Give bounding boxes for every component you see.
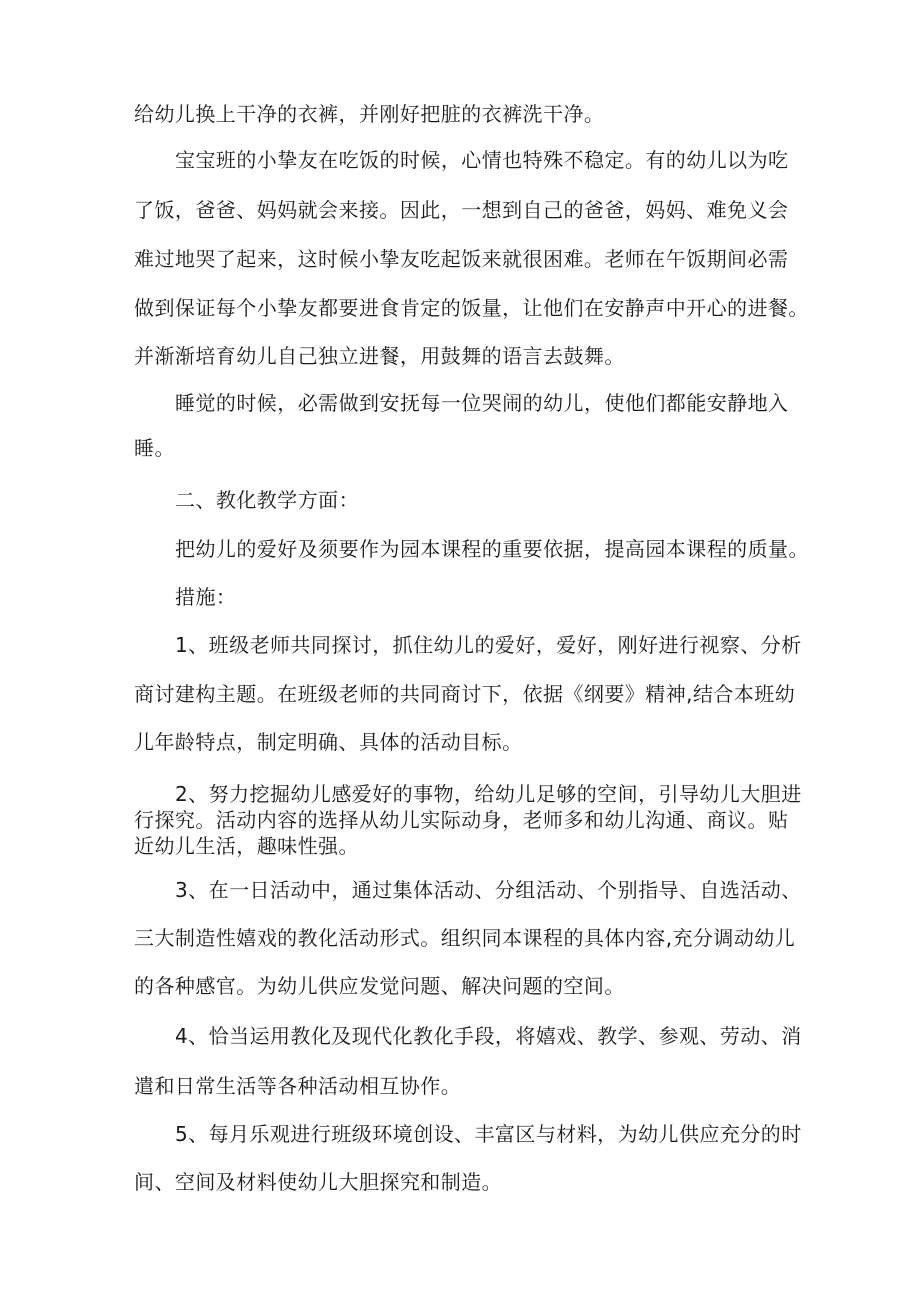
list-item-line: 间、空间及材料使幼儿大胆探究和制造。: [134, 1170, 503, 1194]
paragraph-line: 措施：: [175, 585, 237, 609]
list-item-line: 4、恰当运用教化及现代化教化手段，将嬉戏、教学、参观、劳动、消: [175, 1024, 802, 1048]
paragraph-line: 难过地哭了起来，这时候小挚友吃起饭来就很困难。老师在午饭期间必需: [134, 247, 789, 271]
paragraph-line: 把幼儿的爱好及须要作为园本课程的重要依据，提高园本课程的质量。: [175, 537, 809, 561]
list-item-line: 三大制造性嬉戏的教化活动形式。组织同本课程的具体内容,充分调动幼儿: [134, 926, 796, 950]
paragraph-line: 宝宝班的小挚友在吃饭的时候，心情也特殊不稳定。有的幼儿以为吃: [175, 148, 789, 172]
list-item-line: 近幼儿生活，趣味性强。: [134, 834, 359, 858]
list-item-line: 儿年龄特点，制定明确、具体的活动目标。: [134, 730, 523, 754]
paragraph-line: 并渐渐培育幼儿自己独立进餐，用鼓舞的语言去鼓舞。: [134, 344, 625, 368]
list-item-line: 5、每月乐观进行班级环境创设、丰富区与材料，为幼儿供应充分的时: [175, 1122, 802, 1146]
list-item-line: 1、班级老师共同探讨，抓住幼儿的爱好，爱好，刚好进行视察、分析: [175, 633, 802, 657]
paragraph-line: 给幼儿换上干净的衣裤，并刚好把脏的衣裤洗干净。: [134, 102, 605, 126]
paragraph-line: 睡觉的时候，必需做到安抚每一位哭闹的幼儿，使他们都能安静地入: [175, 391, 789, 415]
list-item-line: 行探究。活动内容的选择从幼儿实际动身，老师多和幼儿沟通、商议。贴: [134, 808, 789, 832]
list-item-line: 遣和日常生活等各种活动相互协作。: [134, 1074, 462, 1098]
paragraph-line: 睡。: [134, 436, 175, 460]
list-item-line: 商讨建构主题。在班级老师的共同商讨下，依据《纲要》精神,结合本班幼: [134, 682, 796, 706]
paragraph-line: 了饭，爸爸、妈妈就会来接。因此，一想到自己的爸爸，妈妈、难免义会: [134, 198, 789, 222]
list-item-line: 2、努力挖掘幼儿感爱好的事物，给幼儿足够的空间，引导幼儿大胆进: [175, 782, 802, 806]
list-item-line: 3、在一日活动中，通过集体活动、分组活动、个别指导、自选活动、: [175, 878, 802, 902]
list-item-line: 的各种感官。为幼儿供应发觉问题、解决问题的空间。: [134, 974, 625, 998]
section-heading: 二、教化教学方面：: [175, 488, 360, 512]
paragraph-line: 做到保证每个小挚友都要进食肯定的饭量，让他们在安静声中开心的进餐。: [134, 296, 809, 320]
